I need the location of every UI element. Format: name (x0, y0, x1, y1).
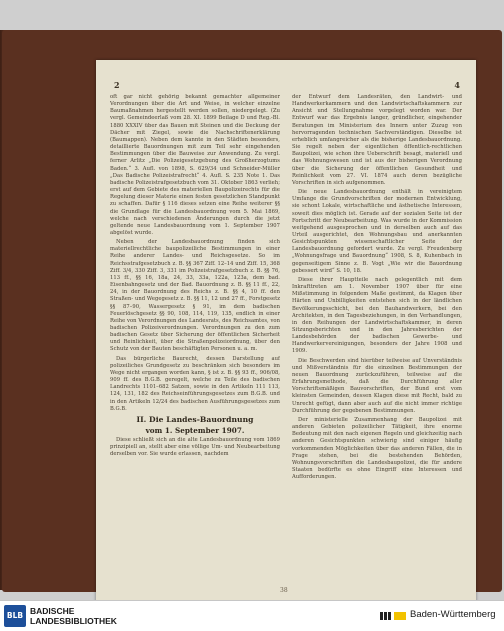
paragraph: Neben der Landesbauordnung finden sich materiellrechtliche baupolizeiliche Bestimmungen in einer Reihe anderer Landes- und Reichsgesetze. So im Reichsstrafgesetzbuch z. B. §§ 367 Ziff. 12–14 und Ziff. 15, 368 Ziff. 3/4, 330 Ziff. 3, 331 im Polizeistrafgesetzbuch z. B. §§ 76, 113 ff., §§ 16, 18a, 24, 33, 33a, 122a, 123a, dem bad. Eisenbahngesetz und der Bad. Bauordnung z. B. §§ 11 ff., 22, 24, in der Bauordnung des Reichs z. B. §§ 4, 10 ff. den Straßen- und Wegegesetz z. B. §§ 11, 12 und 27 ff., Forstgesetz §§ 87–90, Wassergesetz § 91, im dem badischen Feuerlöschgesetz §§ 90, 108, 114, 119, 135, endlich in einer Reihe von Verordnungen des Landesrats, des Reichsamtes, von badischen Polizeiverordnungen. Verordnungen zu den zum badischen Gesetz über Sicherung der öffentlichen Sicherheit und Reinlichkeit, über die Straßenpolizeiordnung, über den Schutz von der Bauten beschäftigten Personen u. a. m. (110, 239, 280, 353)
baden-wuerttemberg-label: Baden-Württemberg (410, 609, 496, 620)
paragraph: Das bürgerliche Baurecht, dessen Darstellung auf polizeiliches Grundgesetz zu beschränken sich besonders im Wege nicht ergangen worden kann, § ist z. B. §§ 93 ff., 906/08, 909 ff. des B.G.B. geregelt, welche zu Teile des badischen Landrechts 1101–682 Satzen, sowie in den Artikeln 111 113, 124, 131, 182 des Reichseinführungsgesetzes zum B.G.B. und in den Artikeln 12/24 des badischen Ausführungsgesetzes zum B.G.B. (110, 355, 280, 412)
page-content (110, 70, 462, 600)
paragraph: oft gar nicht gehörig bekannt gemachter allgemeiner Verordnungen über die Art und Weise, in welcher einzelne Baumaßnahmen hergestellt werden sollen, niedergelegt. (Zu vergl. Gemeindeerlaß vom 28. XI. 1899 Beilage D und Reg.-Bl. 1880 XXXIV über das Bauen mit Steinen und die Deckung der Dächer mit Ziegel, sowie die Nachschriftenerklärung (Baumappen). Neben dem kannte in den Städten besonders, detaillierte Bauordnungen mit zum Teil sehr eingehenden Bestimmungen über die Bauweise zur Anwendung. Zu vergl. ferner Arlitz „Die Polizeigesetzgebung des Großherzogtums Baden.“ 3. Aufl. von 1898, S. 629/34 und Schneider-Müller „Das Badische Polizeistrafrecht“ 4. Aufl. S. 235 Note 1. Das badische Polizeistrafgesetzbuch vom 31. Oktober 1863 verlieh; erst auf dem Gebiete des materiellen Baupolizeirechts für die Regelung dieser Materie einen festen gesetzlichen Standpunkt zu schaffen. Dafür § 116 dieses setzen eine Reihe weiterer §§ die Grundlage für die Landesbauordnung vom 5. Mai 1869, welche nach verschiedenen Änderungen durch die jetzt geltende neue Landesbauordnung vom 1. September 1907 abgelöst wurde. (110, 94, 280, 236)
blb-name-line1: BADISCHE (30, 606, 75, 616)
library-footer-bar (0, 600, 504, 631)
page-number-left: 2 (114, 80, 120, 90)
paragraph: Diese ihrer Hauptteile nach gelegentlich mit dem Inkrafttreten am 1. November 1907 über für eine Mißstimmung in folgendem Maße gestimmt, da Klagen über Härten und Unbilligkeiten entstehen sich in der ländlichen Bevölkerungsschicht, bei den Bauhandwerkern, bei den Architekten, in den Tagesbeziehungen, in den Verhandlungen, in den Reihungen der Landwirtschaftskammer, in deren Sitzungsberichten und in den Jahresberichten der Landesbehörden der badischen Gewerbe- und Handwerkervereinigungen, besonders der Jahre 1908 und 1909. (292, 276, 462, 355)
page-number-right: 4 (454, 80, 460, 90)
section-heading: II. Die Landes-Bauordnung (136, 414, 254, 424)
text-column-right (292, 94, 462, 578)
blb-name-line2: LANDESBIBLIOTHEK (30, 616, 117, 626)
paragraph: Diese schließt sich an die alte Landesbauordnung vom 1869 prinzipiell an, stellt aber eine völlige Um- und Neubearbeitung derselben vor. Sie wurde erlassen, nachdem (110, 436, 280, 458)
paragraph: Die neue Landesbauordnung enthält in vereinigtem Umfange die Grundvorschriften der modernen Entwicklung, sie schont Lokale, wirtschaftliche und ästhetische Interessen, soweit dies möglich ist. Gerade auf der sozialen Seite ist der Fortschritt der Neubearbeitung. Was wurde in der Kommission weitgehend ausgesprochen und in derselben auch auf das Urteil ausgerichtet, den Wohnungsbau und anerkannten Gesichtspunkten wissenschaftlicher Seite der Landesbauordnung gefordert wurde. Zu vergl. Freudenberg „Wohnungsfrage und Bauordnung“ 1908, S. 8, Kuhenbach in gegenseitigem Sinne z. B. Vogt „Wie wir die Bauordnung gebessert wird“ S. 10, 18. (292, 189, 462, 274)
scanned-page (96, 60, 476, 600)
paragraph: Der ministerielle Zusammenhang der Baupolizei mit anderen Gebieten polizeilicher Tätigkeit, ihre enorme Bedeutung mit den nach eigenen Regeln und gleichzeitig nach anderen Gesichtspunkten schwierig sind einiger häufig vorkommenden Möglichkeiten über das anderen Fällen, die in Frage stehen, bei die bestehenden Behörden, Wohnungsvorschriften die Landesbaupolizei, die für andere Staaten bedürfte es ohne Eingriff eine Interessen und Aufforderungen. (292, 416, 462, 481)
section-subheading: vom 1. September 1907. (145, 425, 245, 435)
blb-name (30, 606, 117, 626)
paragraph: der Entwurf dem Landesräten, den Landwirt- und Handwerkerkammern und den Landwirtschaftskammern zur Ansicht und Stellungnahme vorgelegt worden war. Der Entwurf war das Ergebnis langer, gründlicher, eingehender Beratungen im Ministerium des Innern unter Zuzug von hervorragenden technischen Sachverständigen. Dieselbe ist erheblich umfangreicher als die bisherige Landesbauordnung. Sie regelt neben der eigentlichen öffentlich-rechtlichen Baupolizei, wie schon ihre Ueberschrift besagt, materiell und das Wohnungswesen und ist aus der bisherigen Verordnung über die Sicherung der öffentlichen Gesundheit und Reinlichkeit vom 27. VI. 1874 auch deren bezügliche Vorschriften in sich aufgenommen. (292, 94, 462, 186)
text-column-left (110, 94, 280, 578)
baden-wuerttemberg-logo-icon[interactable] (380, 610, 406, 622)
paragraph: Die Beschwerden sind hierüber teilweise auf Unverständnis und Mißverständnis für die einzelnen Bestimmungen der neuen Bauordnung zurückzuführen, teilweise auf die Erfahrungsmethode, daß die Durchführung aller Vorschriftsmäßigen Bauvorschriften, der Bund erst vom kleinsten Gemeinden, dessen Klagen diese mit Recht, bald zu Unrecht gefügt, dann aber auch auf die nicht immer richtige Durchführung der gegebenen Bestimmungen. (292, 357, 462, 414)
blb-logo[interactable]: BLB (4, 605, 26, 627)
page-footer-mark: 38 (280, 587, 288, 594)
